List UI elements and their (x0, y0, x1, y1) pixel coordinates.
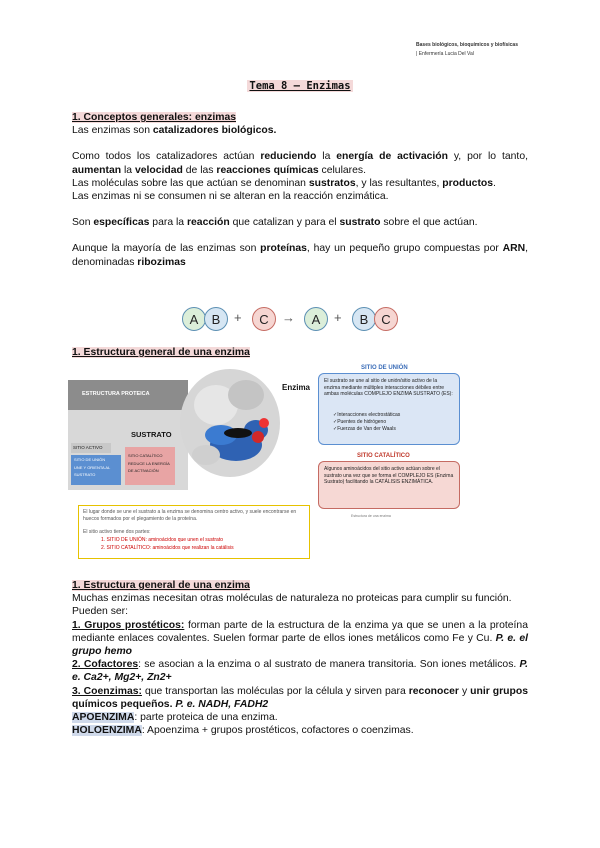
active-site-text: El lugar donde se une el sustrato a la enzima se denomina centro activo, y suele encontrarse en huecos formados por el plegamiento de la proteína. (83, 509, 297, 522)
page-title (0, 80, 600, 92)
active-site-box (78, 505, 310, 559)
apoenzima-def: APOENZIMA: parte proteica de una enzima. (72, 712, 278, 724)
union-bullet-2: ✓Puentes de hidrógeno (333, 419, 387, 425)
product-b: B (352, 307, 376, 331)
union-box-text: El sustrato se une al sitio de unión/sitio activo de la enzima mediante múltiples interacciones débiles entre ambas moléculas COMPLEJO ENZIMA SUSTRATO (ES): (324, 378, 453, 397)
molecule-b: B (204, 307, 228, 331)
pueden-ser: Pueden ser: (72, 606, 129, 618)
paragraph-3: Las moléculas sobre las que actúan se denominan sustratos, y las resultantes, productos. (72, 177, 496, 189)
sustrato-label: SUSTRATO (131, 430, 172, 439)
plus-sign-2: + (334, 310, 342, 325)
union-box (318, 365, 460, 445)
catalytic-box-text: Algunos aminoácidos del sitio activo actúan sobre el sustrato una vez que se forma el COMPLEJO ES (Enzima Sustrato) facilitando la CATÁLISIS ENZIMÁTICA. (324, 466, 454, 485)
enzyme-structure-figure (68, 363, 463, 563)
active-site-parts: El sitio activo tiene dos partes: (83, 529, 151, 535)
union-mini-box (71, 455, 121, 485)
catalytic-box (318, 453, 460, 509)
protein-image (176, 365, 284, 480)
arrow: → (282, 310, 295, 325)
catalytic-box-title: SITIO CATALÍTICO (357, 453, 410, 459)
figure-caption: Estructura de una enzima (351, 514, 391, 518)
union-box-title: SITIO DE UNIÓN (361, 365, 408, 371)
plus-sign: + (234, 310, 242, 325)
enzima-label: Enzima (282, 383, 311, 392)
molecule-a: A (182, 307, 206, 331)
item-grupos-prosteticos: 1. Grupos prostéticos: forman parte de la estructura de la enzima ya que se unen a la proteína mediante enlaces covalentes. Suelen formar parte de ellos iones metálicos como Fe y Cu. P. e. el grupo hemo (72, 619, 528, 658)
sitio-activo-box (71, 443, 111, 453)
section-2 (72, 346, 528, 359)
catalytic-mini-desc: REDUCE LA ENERGÍA DE ACTIVACIÓN (128, 461, 170, 473)
item-coenzimas: 3. Coenzimas: que transportan las moléculas por la célula y sirven para reconocer y unir grupos químicos pequeños. P. e. NADH, FADH2 (72, 685, 528, 710)
sitio-activo-label: SITIO ACTIVO (73, 445, 103, 450)
structure-title-box (68, 380, 188, 410)
page-header (416, 41, 518, 59)
active-site-part-1: 1. SITIO DE UNIÓN: aminoácidos que unen el sustrato (101, 537, 223, 543)
author-line: | Enfermería Lucia Del Val (416, 51, 474, 57)
course-name: Bases biológicos, bioquímicos y biofísicas (416, 42, 518, 48)
molecule-c: C (252, 307, 276, 331)
paragraph-2: Como todos los catalizadores actúan reduciendo la energía de activación y, por lo tanto, aumentan la velocidad de las reacciones químicas celulares. (72, 151, 528, 176)
title-text: Tema 8 – Enzimas (249, 80, 351, 92)
paragraph-5: Son específicas para la reacción que catalizan y para el sustrato sobre el que actúan. (72, 217, 478, 229)
union-bullet-3: ✓Fuerzas de Van der Waals (333, 426, 396, 432)
catalytic-mini-box (125, 447, 175, 485)
union-mini-title: SITIO DE UNIÓN (74, 457, 106, 462)
section-3-intro: Muchas enzimas necesitan otras moléculas de naturaleza no proteicas para cumplir su función. (72, 593, 512, 605)
item-cofactores: 2. Cofactores: se asocian a la enzima o al sustrato de manera transitoria. Son iones metálicos. P. e. Ca2+, Mg2+, Zn2+ (72, 659, 528, 684)
section-3 (72, 579, 528, 737)
catalytic-mini-title: SITIO CATALÍTICO (128, 453, 163, 458)
paragraph-6: Aunque la mayoría de las enzimas son proteínas, hay un pequeño grupo compuestas por ARN, denominadas ribozimas (72, 243, 528, 268)
paragraph-1: Las enzimas son catalizadores biológicos. (72, 125, 277, 137)
section-2-heading: 1. Estructura general de una enzima (72, 347, 250, 358)
section-1 (72, 111, 528, 269)
union-bullet-1: ✓Interacciones electrostáticas (333, 412, 401, 418)
active-site-part-2: 2. SITIO CATALÍTICO: aminoácidos que realizan la catálisis (101, 545, 234, 551)
product-c: C (374, 307, 398, 331)
structure-title: ESTRUCTURA PROTEICA (82, 391, 150, 397)
product-a: A (304, 307, 328, 331)
reaction-diagram (182, 304, 402, 334)
holoenzima-def: HOLOENZIMA: Apoenzima + grupos prostéticos, cofactores o coenzimas. (72, 725, 414, 737)
union-mini-desc: UNE Y ORIENTA AL SUSTRATO (74, 465, 111, 477)
paragraph-4: Las enzimas ni se consumen ni se alteran en la reacción enzimática. (72, 191, 389, 203)
section-3-heading: 1. Estructura general de una enzima (72, 580, 250, 591)
section-1-heading: 1. Conceptos generales: enzimas (72, 112, 236, 123)
